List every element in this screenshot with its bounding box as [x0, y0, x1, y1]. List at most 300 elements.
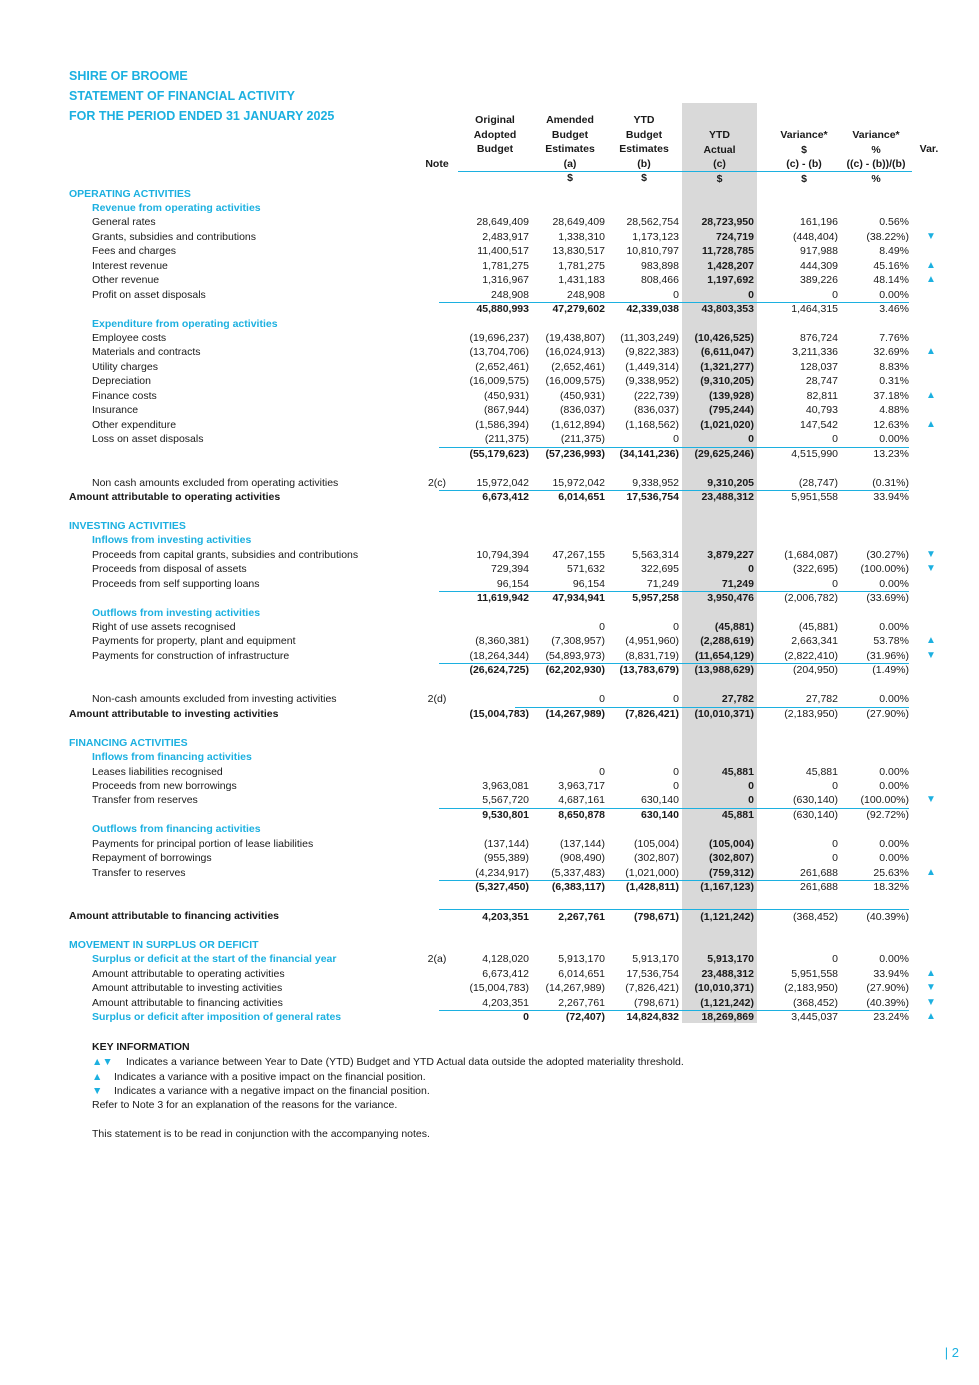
cell-c4: 3,445,037 — [791, 1011, 838, 1024]
cell-c3: (139,928) — [709, 389, 754, 402]
cell-c0: (13,704,706) — [469, 346, 529, 359]
down-arrow-icon: ▼ — [92, 1085, 103, 1097]
cell-c3: 9,310,205 — [664, 476, 754, 491]
header-rule — [458, 171, 912, 172]
cell-c2: 71,249 — [589, 577, 679, 592]
cell-c1: (6,383,117) — [551, 881, 605, 894]
table-row — [0, 851, 979, 865]
cell-c2: 5,957,258 — [632, 592, 679, 605]
table-row — [0, 952, 979, 966]
cell-c2: 322,695 — [641, 563, 679, 576]
cell-c0: (867,944) — [484, 404, 529, 417]
cell-c0: 9,530,801 — [482, 808, 529, 821]
table-row — [0, 779, 979, 793]
row-label: Amount attributable to investing activities — [92, 982, 283, 995]
cell-c5: 25.63% — [819, 866, 909, 881]
cell-c5: (100.00%) — [819, 793, 909, 808]
table-row — [0, 403, 979, 417]
cell-c1: 47,279,602 — [552, 303, 605, 316]
table-row — [0, 374, 979, 388]
row-note: 2(c) — [427, 476, 447, 489]
cell-c0: 0 — [523, 1011, 529, 1024]
cell-c4: 0 — [748, 432, 838, 447]
cell-c5: (27.90%) — [866, 982, 909, 995]
cell-c1: 0 — [599, 765, 605, 778]
table-row — [0, 707, 979, 721]
table-row — [0, 215, 979, 229]
cell-c0: (15,004,783) — [469, 982, 529, 995]
cell-c3: 5,913,170 — [707, 953, 754, 966]
col-header-amended: Amended Budget Estimates (a) $ — [545, 114, 595, 184]
cell-c5: (27.90%) — [866, 707, 909, 720]
table-row — [0, 866, 979, 880]
cell-c4: 0 — [832, 953, 838, 966]
up-arrow-icon: ▲ — [926, 866, 936, 878]
cell-c0: (211,375) — [439, 432, 529, 447]
cell-c0: (8,360,381) — [475, 635, 529, 648]
cell-c4: 1,464,315 — [791, 303, 838, 316]
col-header-variance-pct: Variance* % ((c) - (b))/(b) % — [846, 129, 906, 185]
row-label: Inflows from financing activities — [92, 751, 252, 764]
table-row — [0, 288, 979, 302]
table-row — [0, 201, 979, 215]
cell-c4: (204,950) — [793, 664, 838, 677]
cell-c3: 0 — [748, 779, 754, 792]
cell-c2: 0 — [673, 779, 679, 792]
cell-c3: 43,803,353 — [701, 303, 754, 316]
cell-c0: 15,972,042 — [439, 476, 529, 491]
up-arrow-icon: ▲ — [926, 635, 936, 647]
cell-c4: (630,140) — [748, 793, 838, 808]
up-arrow-icon: ▲ — [926, 274, 936, 286]
cell-c5: (31.96%) — [819, 649, 909, 664]
row-label: Transfer to reserves — [92, 866, 186, 879]
cell-c3: 18,269,869 — [701, 1011, 754, 1024]
down-arrow-icon: ▼ — [926, 548, 936, 560]
cell-c0: 6,673,412 — [482, 490, 529, 503]
cell-c1: 2,267,761 — [515, 909, 605, 924]
cell-c3: 71,249 — [664, 577, 754, 592]
cell-c1: 15,972,042 — [515, 476, 605, 491]
col-header-original: Original Adopted Budget — [473, 114, 517, 155]
down-arrow-icon: ▼ — [926, 563, 936, 575]
cell-c5: 8.49% — [879, 245, 909, 258]
table-row — [0, 765, 979, 779]
cell-c5: (30.27%) — [866, 548, 909, 561]
cell-c5: 45.16% — [873, 259, 909, 272]
cell-c5: 53.78% — [873, 635, 909, 648]
table-row — [0, 909, 979, 923]
period-title: FOR THE PERIOD ENDED 31 JANUARY 2025 — [69, 109, 335, 123]
cell-c3: 724,719 — [716, 230, 754, 243]
row-label: Payments for property, plant and equipment — [92, 635, 296, 648]
table-row — [0, 634, 979, 648]
cell-c5: 33.94% — [873, 967, 909, 980]
cell-c2: 808,466 — [641, 274, 679, 287]
table-row — [0, 345, 979, 359]
table-row — [0, 620, 979, 634]
row-label: Amount attributable to operating activities — [92, 967, 285, 980]
cell-c2: 983,898 — [641, 259, 679, 272]
cell-c5: (40.39%) — [819, 996, 909, 1011]
spacer-row — [0, 895, 979, 909]
cell-c4: 0 — [748, 577, 838, 592]
cell-c3: 0 — [664, 432, 754, 447]
up-down-arrow-icon: ▲▼ — [92, 1056, 113, 1068]
cell-c2: (11,303,249) — [620, 332, 679, 344]
cell-c1: (5,337,483) — [515, 866, 605, 881]
cell-c5: 0.00% — [819, 432, 909, 447]
row-label: Surplus or deficit after imposition of general rates — [92, 1011, 342, 1024]
cell-c0: (1,586,394) — [475, 418, 529, 431]
cell-c2: 0 — [589, 692, 679, 707]
table-row — [0, 1010, 979, 1024]
cell-c4: 0 — [748, 288, 838, 303]
row-label: Interest revenue — [92, 259, 168, 272]
down-arrow-icon: ▼ — [926, 230, 936, 242]
row-label: Right of use assets recognised — [92, 621, 236, 633]
table-row — [0, 273, 979, 287]
cell-c0: 96,154 — [439, 577, 529, 592]
cell-c5: 32.69% — [873, 346, 909, 359]
cell-c0: (2,652,461) — [475, 360, 529, 373]
row-label: Amount attributable to financing activities — [69, 910, 280, 922]
cell-c1: 6,014,651 — [558, 490, 605, 503]
cell-c1: 5,913,170 — [558, 953, 605, 966]
cell-c3: 1,197,692 — [707, 274, 754, 287]
cell-c1: (19,438,807) — [545, 332, 605, 344]
cell-c5: 3.46% — [879, 303, 909, 316]
cell-c4: (1,684,087) — [784, 548, 838, 561]
cell-c2: 14,824,832 — [626, 1011, 679, 1024]
cell-c4: 876,724 — [800, 332, 838, 344]
cell-c1: 3,963,717 — [558, 779, 605, 792]
cell-c3: 0 — [664, 288, 754, 303]
cell-c0: (55,179,623) — [469, 447, 529, 460]
cell-c3: (45,881) — [714, 621, 754, 633]
table-row — [0, 533, 979, 547]
cell-c1: 248,908 — [515, 288, 605, 303]
table-row — [0, 331, 979, 345]
row-label: Finance costs — [92, 389, 157, 402]
cell-c4: 28,747 — [805, 375, 838, 388]
col-header-note: Note — [425, 158, 449, 170]
table-row — [0, 317, 979, 331]
row-label: Proceeds from disposal of assets — [92, 563, 247, 576]
cell-c4: (2,822,410) — [748, 649, 838, 664]
cell-c4: 45,881 — [805, 765, 838, 778]
cell-c2: (7,826,421) — [625, 707, 679, 720]
cell-c4: 0 — [832, 852, 838, 865]
cell-c3: (105,004) — [709, 837, 754, 850]
cell-c0: 28,649,409 — [476, 216, 529, 229]
cell-c3: (29,625,246) — [694, 447, 754, 460]
cell-c5: (0.31%) — [819, 476, 909, 491]
cell-c1: (16,009,575) — [545, 375, 605, 388]
down-arrow-icon: ▼ — [926, 996, 936, 1008]
cell-c2: (4,951,960) — [625, 635, 679, 648]
table-row — [0, 663, 979, 677]
spacer-row — [0, 461, 979, 475]
up-arrow-icon: ▲ — [926, 967, 936, 979]
table-row — [0, 418, 979, 432]
cell-c4: 161,196 — [800, 216, 838, 229]
cell-c0: (16,009,575) — [469, 375, 529, 388]
col-header-ytd-actual: YTD Actual (c) $ — [703, 129, 736, 185]
cell-c3: (10,426,525) — [694, 332, 754, 344]
row-label: Amount attributable to financing activities — [92, 996, 283, 1009]
table-row — [0, 187, 979, 201]
cell-c0: (955,389) — [484, 852, 529, 865]
cell-c5: (38.22%) — [866, 230, 909, 243]
cell-c2: (13,783,679) — [619, 664, 679, 677]
row-label: Non cash amounts excluded from operating activities — [92, 476, 339, 489]
cell-c3: 0 — [748, 563, 754, 576]
cell-c2: 17,536,754 — [626, 490, 679, 503]
row-label: Surplus or deficit at the start of the financial year — [92, 953, 337, 966]
cell-c1: (54,893,973) — [515, 649, 605, 664]
cell-c5: 4.88% — [879, 404, 909, 417]
cell-c5: 0.00% — [879, 837, 909, 850]
cell-c0: (26,624,725) — [469, 664, 529, 677]
cell-c3: 45,881 — [721, 765, 754, 778]
cell-c3: 45,881 — [721, 808, 754, 821]
table-row — [0, 432, 979, 446]
cell-c5: 0.00% — [879, 779, 909, 792]
cell-c2: 28,562,754 — [626, 216, 679, 229]
row-label: Transfer from reserves — [92, 794, 198, 807]
up-arrow-icon: ▲ — [926, 1011, 936, 1023]
cell-c4: (368,452) — [748, 909, 838, 924]
row-label: INVESTING ACTIVITIES — [69, 519, 186, 532]
table-row — [0, 606, 979, 620]
down-arrow-icon: ▼ — [926, 794, 936, 806]
cell-c5: 0.00% — [819, 288, 909, 303]
org-title: SHIRE OF BROOME — [69, 69, 188, 83]
table-row — [0, 259, 979, 273]
table-row — [0, 244, 979, 258]
cell-c5: 7.76% — [879, 332, 909, 344]
cell-c3: (11,654,129) — [664, 649, 754, 664]
cell-c1: (57,236,993) — [545, 447, 605, 460]
cell-c1: (1,612,894) — [551, 418, 605, 431]
table-row — [0, 793, 979, 807]
cell-c4: 261,688 — [800, 881, 838, 894]
cell-c4: 2,663,341 — [791, 635, 838, 648]
cell-c2: 0 — [673, 621, 679, 633]
cell-c0: (4,234,917) — [439, 866, 529, 881]
cell-c4: 389,226 — [800, 274, 838, 287]
cell-c5: 0.56% — [879, 216, 909, 229]
cell-c2: 1,173,123 — [632, 230, 679, 243]
cell-c4: 128,037 — [800, 360, 838, 373]
cell-c2: 0 — [673, 765, 679, 778]
cell-c3: 27,782 — [664, 692, 754, 707]
cell-c1: (211,375) — [515, 432, 605, 447]
cell-c5: 0.00% — [879, 765, 909, 778]
cell-c1: 1,431,183 — [558, 274, 605, 287]
cell-c3: 3,950,476 — [707, 592, 754, 605]
cell-c2: (222,739) — [634, 389, 679, 402]
cell-c4: (2,183,950) — [784, 707, 838, 720]
table-row — [0, 822, 979, 836]
table-row — [0, 967, 979, 981]
cell-c5: 0.00% — [819, 577, 909, 592]
cell-c1: 571,632 — [567, 563, 605, 576]
row-label: Repayment of borrowings — [92, 852, 212, 865]
down-arrow-icon: ▼ — [926, 982, 936, 994]
row-label: Amount attributable to investing activities — [69, 707, 279, 720]
row-label: Loss on asset disposals — [92, 433, 204, 446]
table-row — [0, 837, 979, 851]
cell-c2: (1,449,314) — [625, 360, 679, 373]
table-row — [0, 981, 979, 995]
spacer-row — [0, 923, 979, 937]
cell-c1: (62,202,930) — [545, 664, 605, 677]
cell-c1: 28,649,409 — [552, 216, 605, 229]
cell-c3: (1,021,020) — [700, 418, 754, 431]
cell-c5: 18.32% — [873, 881, 909, 894]
key-both: ▲▼ Indicates a variance between Year to Date (YTD) Budget and YTD Actual data outside the adopted materiality threshold. — [92, 1056, 684, 1068]
cell-c3: 23,488,312 — [701, 967, 754, 980]
table-row — [0, 360, 979, 374]
cell-c1: (7,308,957) — [551, 635, 605, 648]
cell-c2: 42,339,038 — [626, 303, 679, 316]
cell-c4: 82,811 — [806, 389, 838, 402]
cell-c3: 11,728,785 — [702, 245, 754, 258]
row-label: Outflows from investing activities — [92, 606, 261, 619]
cell-c5: 12.63% — [873, 418, 909, 431]
cell-c5: 37.18% — [873, 389, 909, 402]
cell-c4: (45,881) — [798, 621, 838, 633]
row-label: Amount attributable to operating activities — [69, 490, 281, 503]
cell-c5: 13.23% — [873, 447, 909, 460]
up-arrow-icon: ▲ — [926, 418, 936, 430]
row-label: Expenditure from operating activities — [92, 317, 278, 330]
cell-c2: 9,338,952 — [589, 476, 679, 491]
row-note: 2(d) — [427, 693, 447, 706]
cell-c4: (630,140) — [793, 808, 838, 821]
cell-c2: (798,671) — [589, 996, 679, 1011]
row-label: Utility charges — [92, 360, 158, 373]
cell-c0: (19,696,237) — [469, 332, 529, 344]
cell-c2: 5,563,314 — [632, 548, 679, 561]
cell-c1: (14,267,989) — [545, 982, 605, 995]
cell-c0: 1,781,275 — [482, 259, 529, 272]
table-row — [0, 692, 979, 706]
cell-c1: (16,024,913) — [545, 346, 605, 359]
cell-c2: 630,140 — [589, 793, 679, 808]
cell-c4: (448,404) — [793, 230, 838, 243]
row-label: Non-cash amounts excluded from investing activities — [92, 693, 337, 706]
cell-c5: 0.00% — [879, 953, 909, 966]
table-row — [0, 447, 979, 461]
key-title: KEY INFORMATION — [92, 1041, 190, 1053]
cell-c3: 3,879,227 — [707, 548, 754, 561]
cell-c4: (2,183,950) — [784, 982, 838, 995]
cell-c1: 0 — [515, 692, 605, 707]
cell-c3: 1,428,207 — [707, 259, 754, 272]
cell-c2: (1,021,000) — [589, 866, 679, 881]
cell-c1: 1,338,310 — [558, 230, 605, 243]
cell-c3: (1,121,242) — [664, 996, 754, 1011]
cell-c2: (105,004) — [634, 837, 679, 850]
cell-c3: (9,310,205) — [700, 375, 754, 388]
cell-c5: 0.00% — [819, 692, 909, 707]
col-header-ytd-budget: YTD Budget Estimates (b) $ — [619, 114, 669, 184]
cell-c5: 0.00% — [879, 621, 909, 633]
table-row — [0, 548, 979, 562]
cell-c5: 8.83% — [879, 360, 909, 373]
cell-c1: (14,267,989) — [545, 707, 605, 720]
cell-c2: 5,913,170 — [632, 953, 679, 966]
cell-c4: 444,309 — [800, 259, 838, 272]
cell-c1: 13,830,517 — [552, 245, 605, 258]
table-row — [0, 562, 979, 576]
cell-c1: 4,687,161 — [515, 793, 605, 808]
up-arrow-icon: ▲ — [92, 1071, 103, 1083]
table-row — [0, 577, 979, 591]
table-row — [0, 736, 979, 750]
key-note3: Refer to Note 3 for an explanation of the reasons for the variance. — [92, 1099, 398, 1111]
row-label: Employee costs — [92, 332, 167, 344]
cell-c0: 4,203,351 — [439, 909, 529, 924]
cell-c0: 11,619,942 — [477, 592, 529, 605]
cell-c0: 1,316,967 — [482, 274, 529, 287]
row-label: Grants, subsidies and contributions — [92, 230, 257, 243]
cell-c1: (137,144) — [560, 837, 605, 850]
page-number: | 2 — [944, 1345, 959, 1360]
row-label: Materials and contracts — [92, 346, 201, 359]
row-label: MOVEMENT IN SURPLUS OR DEFICIT — [69, 938, 259, 951]
cell-c0: (450,931) — [484, 389, 529, 402]
cell-c1: (908,490) — [560, 852, 605, 865]
cell-c4: 3,211,336 — [792, 346, 838, 359]
cell-c5: (40.39%) — [819, 909, 909, 924]
cell-c3: (10,010,371) — [694, 982, 754, 995]
table-row — [0, 996, 979, 1010]
cell-c0: 3,963,081 — [482, 779, 529, 792]
cell-c2: (798,671) — [589, 909, 679, 924]
cell-c5: 0.31% — [879, 375, 909, 388]
cell-c5: 23.24% — [873, 1011, 909, 1024]
cell-c1: 47,267,155 — [552, 548, 605, 561]
cell-c4: (28,747) — [748, 476, 838, 491]
cell-c0: 45,880,993 — [476, 303, 529, 316]
cell-c4: 5,951,558 — [791, 967, 838, 980]
cell-c2: (9,338,952) — [625, 375, 679, 388]
cell-c0: (15,004,783) — [469, 707, 529, 720]
cell-c2: 0 — [589, 288, 679, 303]
table-row — [0, 519, 979, 533]
cell-c5: 48.14% — [873, 274, 909, 287]
cell-c1: (72,407) — [565, 1011, 605, 1024]
cell-c2: 10,810,797 — [626, 245, 679, 258]
table-row — [0, 389, 979, 403]
down-arrow-icon: ▼ — [926, 649, 936, 661]
row-label: Inflows from investing activities — [92, 534, 252, 547]
cell-c0: (5,327,450) — [475, 881, 529, 894]
cell-c3: (1,167,123) — [700, 881, 754, 894]
table-row — [0, 230, 979, 244]
cell-c1: (450,931) — [560, 389, 605, 402]
cell-c3: (1,321,277) — [700, 360, 754, 373]
row-label: Proceeds from new borrowings — [92, 779, 237, 792]
cell-c1: (2,652,461) — [551, 360, 605, 373]
row-label: Outflows from financing activities — [92, 823, 261, 836]
up-arrow-icon: ▲ — [926, 389, 936, 401]
cell-c5: (92.72%) — [866, 808, 909, 821]
